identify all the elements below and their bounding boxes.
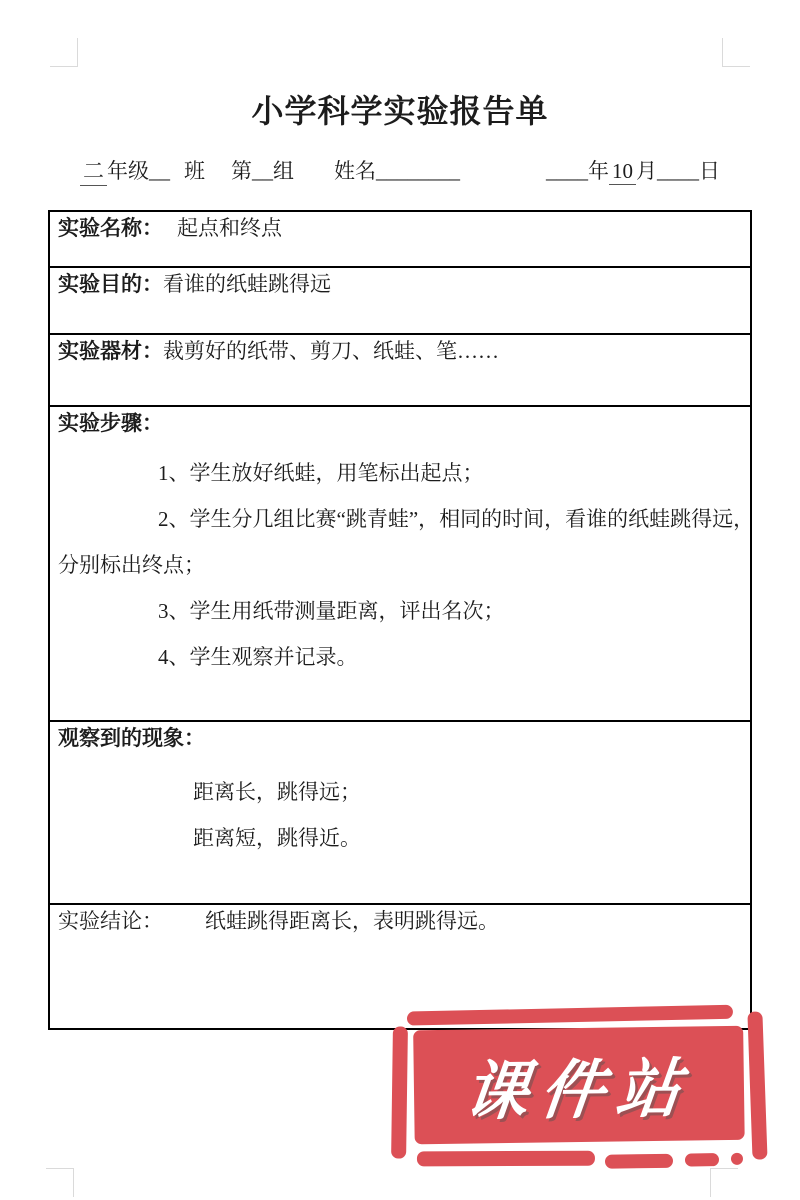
table-row-materials: [49, 334, 751, 406]
year-blank: ____: [546, 159, 588, 183]
margin-mark-top-right: [722, 38, 750, 67]
row-purpose-label: 实验目的：: [58, 272, 163, 296]
step-line-1: 1、学生放好纸蛙，用笔标出起点；: [158, 461, 484, 485]
header-left-group: [80, 155, 460, 186]
stamp-frame-right: [747, 1011, 767, 1159]
grade-label: 年级: [107, 159, 149, 183]
observation-line-1: 距离长，跳得远；: [193, 780, 361, 804]
year-label: 年: [588, 159, 609, 183]
stamp-frame-bottom-dash: [685, 1153, 719, 1166]
step-line-4: 4、学生观察并记录。: [158, 645, 358, 669]
row-purpose-content: 看谁的纸蛙跳得远: [163, 272, 331, 296]
steps-list: [58, 450, 755, 680]
margin-mark-bottom-right: [710, 1168, 738, 1197]
class-label: 班: [184, 159, 205, 183]
row-conclusion-content: 纸蛙跳得距离长，表明跳得远。: [205, 909, 499, 933]
report-table: [48, 210, 755, 1030]
row-materials-label: 实验器材：: [58, 339, 163, 363]
table-row-observation: [49, 721, 751, 904]
table-row-steps: [49, 406, 751, 721]
group-prefix: 第: [231, 159, 252, 183]
group-suffix: 组: [273, 159, 294, 183]
margin-mark-bottom-left: [46, 1168, 74, 1197]
stamp-text: 课件站: [460, 1052, 697, 1128]
month-label: 月: [636, 159, 657, 183]
observation-line-2: 距离短，跳得近。: [193, 826, 361, 850]
month-value: 10: [609, 159, 636, 185]
row-name-label: 实验名称：: [58, 216, 163, 240]
step-line-3: 3、学生用纸带测量距离，评出名次；: [158, 599, 505, 623]
table-row-name: [49, 211, 751, 267]
step-line-2: 2、学生分几组比赛“跳青蛙”，相同的时间，看谁的纸蛙跳得远，: [158, 507, 755, 531]
stamp-body: [413, 1026, 745, 1145]
page-title: 小学科学实验报告单: [251, 93, 549, 129]
row-name-content: 起点和终点: [177, 216, 282, 240]
class-blank: __: [149, 159, 170, 183]
margin-mark-top-left: [50, 38, 78, 67]
day-label: 日: [699, 159, 720, 183]
name-label: 姓名: [334, 159, 376, 183]
stamp-frame-bottom-dot: [731, 1153, 743, 1165]
grade-value: 二: [80, 155, 107, 186]
table-row-purpose: [49, 267, 751, 334]
name-blank: ________: [376, 159, 460, 183]
row-observation-label: 观察到的现象：: [58, 726, 205, 750]
stamp-frame-bottom-dash: [605, 1154, 673, 1169]
row-materials-content: 裁剪好的纸带、剪刀、纸蛙、笔……: [163, 339, 499, 363]
group-blank: __: [252, 159, 273, 183]
row-steps-label: 实验步骤：: [58, 411, 163, 435]
day-blank: ____: [657, 159, 699, 183]
header-date-group: [546, 155, 720, 185]
observation-list: [58, 769, 740, 861]
step-line-2-wrap: 分别标出终点；: [58, 553, 205, 577]
stamp-frame-bottom-dash: [417, 1151, 595, 1167]
row-conclusion-label: 实验结论：: [58, 909, 163, 933]
header-info-line: [80, 155, 720, 186]
stamp-frame-left: [391, 1026, 408, 1158]
kejianzhan-watermark-stamp: [391, 1005, 773, 1174]
